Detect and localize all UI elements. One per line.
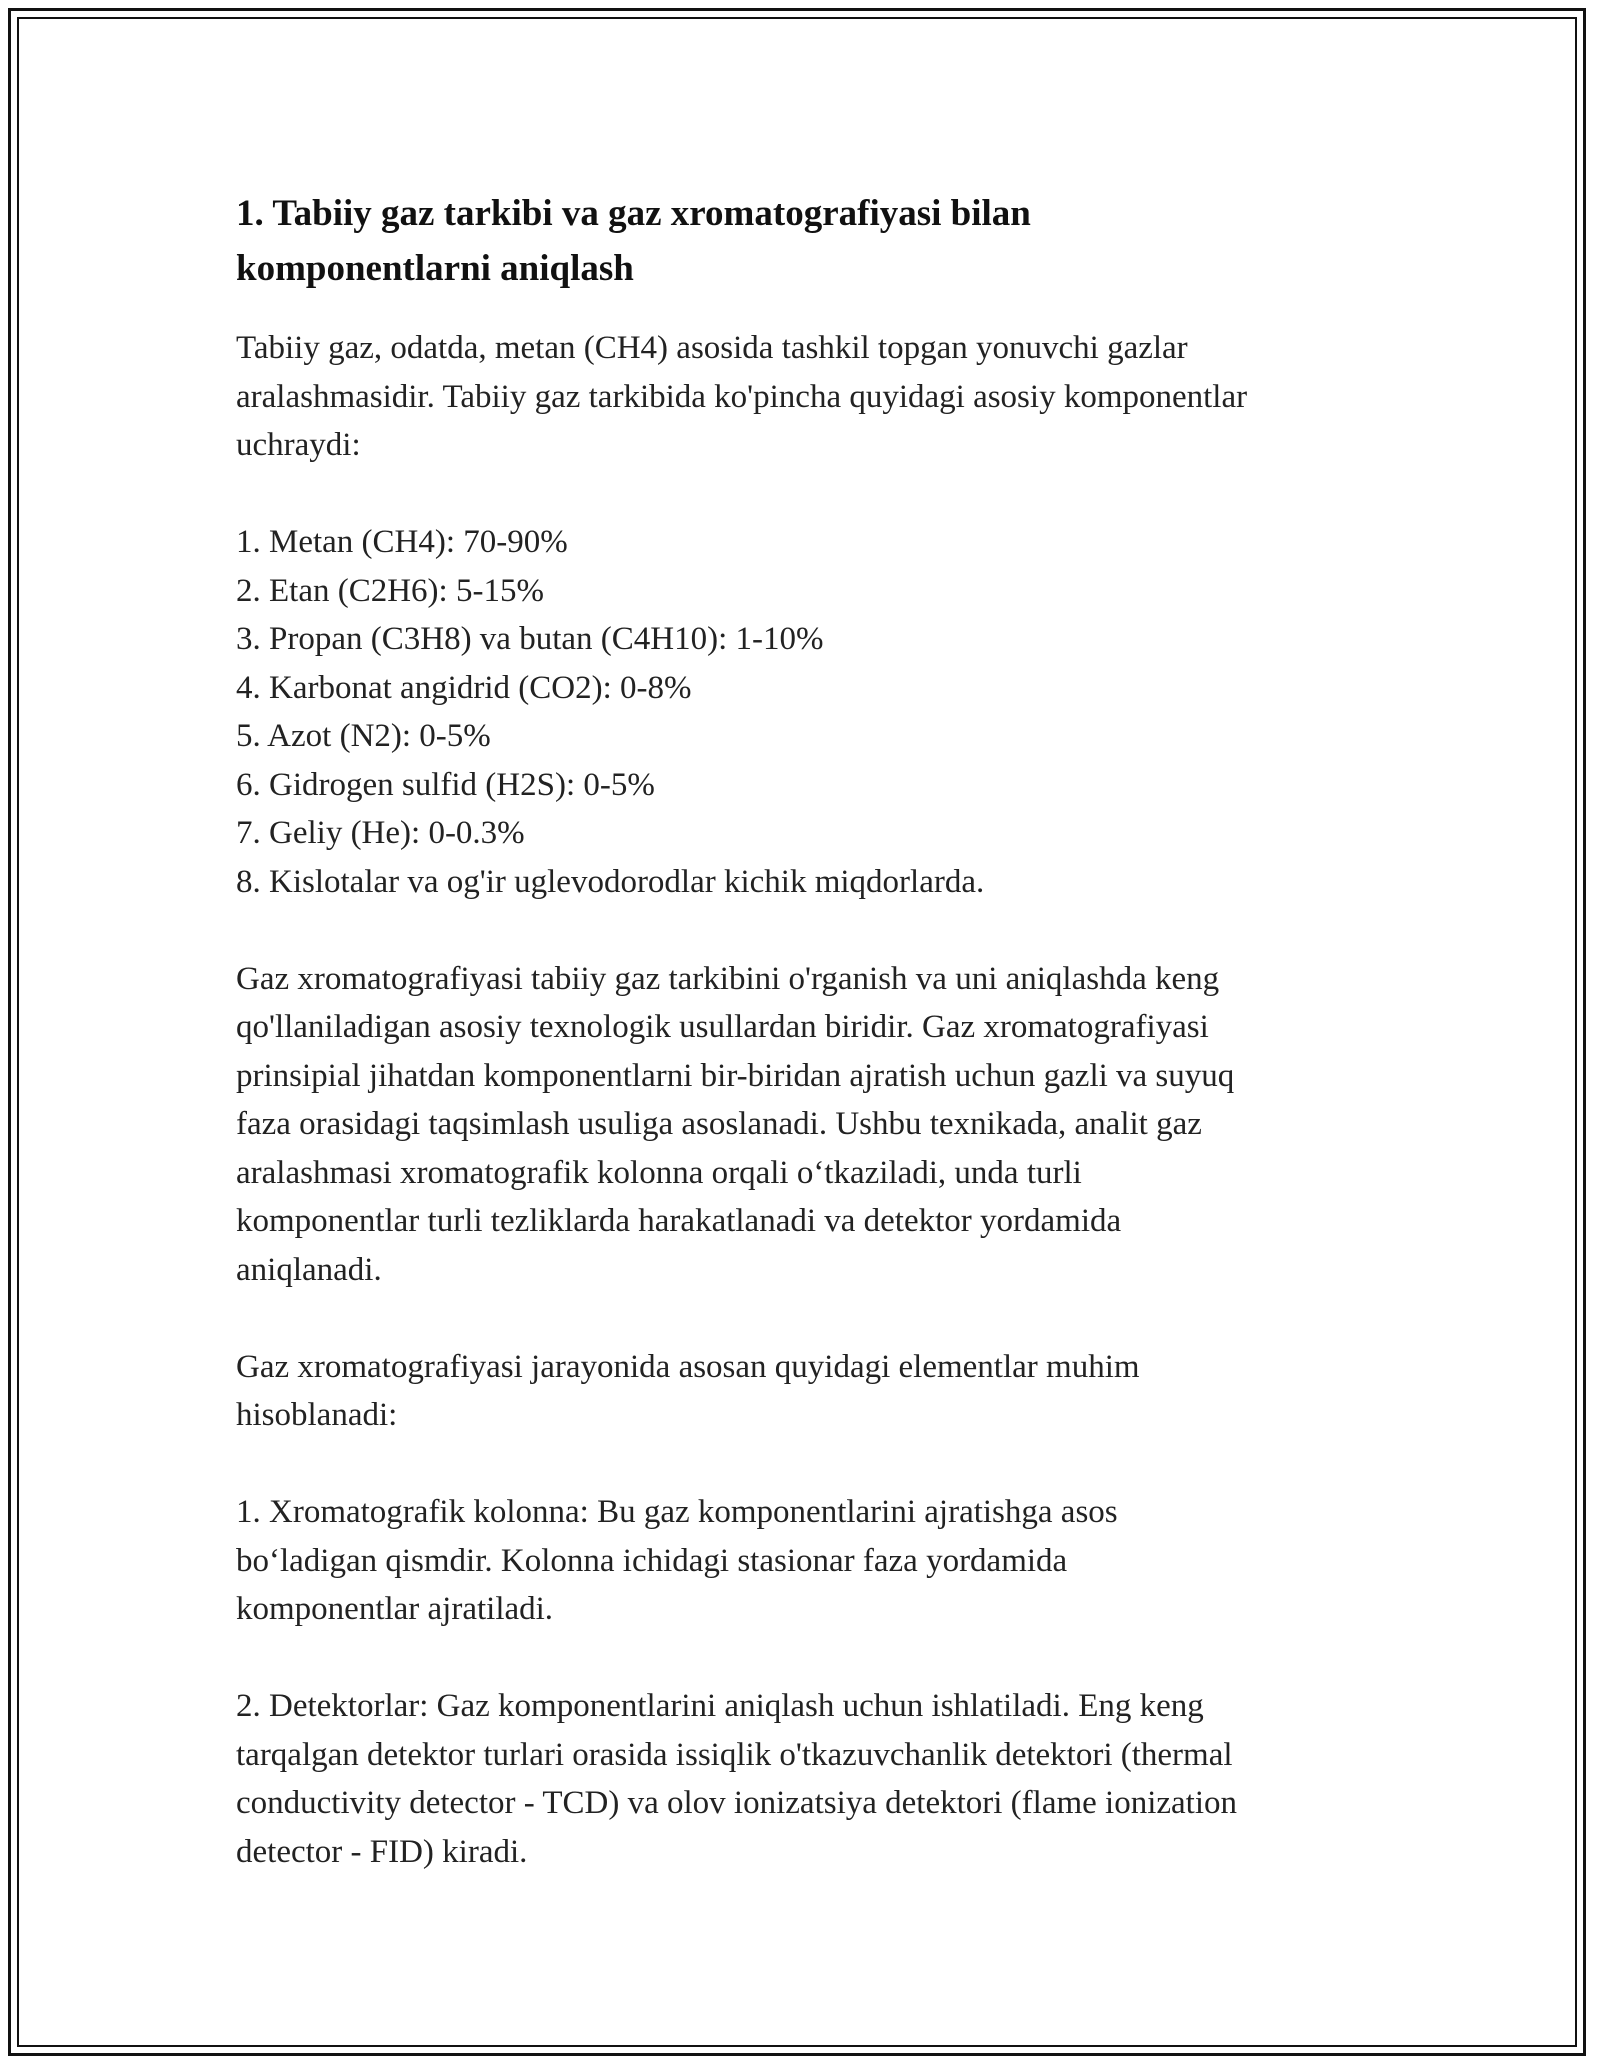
text-line: detector - FID) kiradi. <box>236 1833 528 1870</box>
text-line: prinsipial jihatdan komponentlarni bir-biridan ajratish uchun gazli va suyuq <box>236 1057 1235 1094</box>
text-line: Gaz xromatografiyasi tabiiy gaz tarkibini o'rganish va uni aniqlashda keng <box>236 960 1220 997</box>
paragraph-gap <box>236 1634 1376 1683</box>
section-title <box>236 186 1376 296</box>
paragraph-gap <box>236 470 1376 519</box>
text-line: aralashmasi xromatografik kolonna orqali o‘tkaziladi, unda turli <box>236 1154 1082 1191</box>
section-title-line: komponentlarni aniqlash <box>236 248 634 289</box>
text-line: tarqalgan detektor turlari orasida issiqlik o'tkazuvchanlik detektori (thermal <box>236 1736 1233 1773</box>
text-line: Tabiiy gaz, odatda, metan (CH4) asosida tashkil topgan yonuvchi gazlar <box>236 330 1188 366</box>
text-line: qo'llaniladigan asosiy texnologik usullardan biridir. Gaz xromatografiyasi <box>236 1009 1209 1045</box>
list-item: 5. Azot (N2): 0-5% <box>236 718 491 754</box>
text-line: Gaz xromatografiyasi jarayonida asosan quyidagi elementlar muhim <box>236 1348 1140 1385</box>
list-item: 1. Metan (CH4): 70-90% <box>236 524 568 560</box>
text-line: aralashmasidir. Tabiiy gaz tarkibida ko'pincha quyidagi asosiy komponentlar <box>236 378 1248 415</box>
list-item: 3. Propan (C3H8) va butan (C4H10): 1-10% <box>236 621 824 657</box>
paragraph-gap <box>236 1440 1376 1489</box>
list-item: 6. Gidrogen sulfid (H2S): 0-5% <box>236 766 655 803</box>
paragraph-gap <box>236 1294 1376 1343</box>
detector-item-paragraph <box>236 1682 1376 1876</box>
text-line: bo‘ladigan qismdir. Kolonna ichidagi stasionar faza yordamida <box>236 1542 1068 1579</box>
list-item: 8. Kislotalar va og'ir uglevodorodlar kichik miqdorlarda. <box>236 863 985 900</box>
document-body <box>236 186 1376 1876</box>
section-title-line: 1. Tabiiy gaz tarkibi va gaz xromatografiyasi bilan <box>236 193 1031 234</box>
text-line: uchraydi: <box>236 427 361 463</box>
text-line: 2. Detektorlar: Gaz komponentlarini aniqlash uchun ishlatiladi. Eng keng <box>236 1688 1204 1724</box>
text-line: conductivity detector - TCD) va olov ionizatsiya detektori (flame ionization <box>236 1785 1238 1821</box>
elements-intro-paragraph <box>236 1343 1376 1440</box>
text-line: hisoblanadi: <box>236 1397 398 1433</box>
chromatography-paragraph <box>236 955 1376 1295</box>
text-line: 1. Xromatografik kolonna: Bu gaz komponentlarini ajratishga asos <box>236 1494 1118 1530</box>
intro-paragraph <box>236 324 1376 470</box>
text-line: aniqlanadi. <box>236 1251 382 1288</box>
column-item-paragraph <box>236 1488 1376 1634</box>
list-item: 2. Etan (C2H6): 5-15% <box>236 572 544 609</box>
components-list <box>236 518 1376 906</box>
list-item: 7. Geliy (He): 0-0.3% <box>236 815 525 851</box>
paragraph-gap <box>236 906 1376 955</box>
text-line: komponentlar ajratiladi. <box>236 1591 554 1627</box>
text-line: komponentlar turli tezliklarda harakatlanadi va detektor yordamida <box>236 1203 1122 1239</box>
text-line: faza orasidagi taqsimlash usuliga asoslanadi. Ushbu texnikada, analit gaz <box>236 1106 1202 1142</box>
list-item: 4. Karbonat angidrid (CO2): 0-8% <box>236 669 692 706</box>
